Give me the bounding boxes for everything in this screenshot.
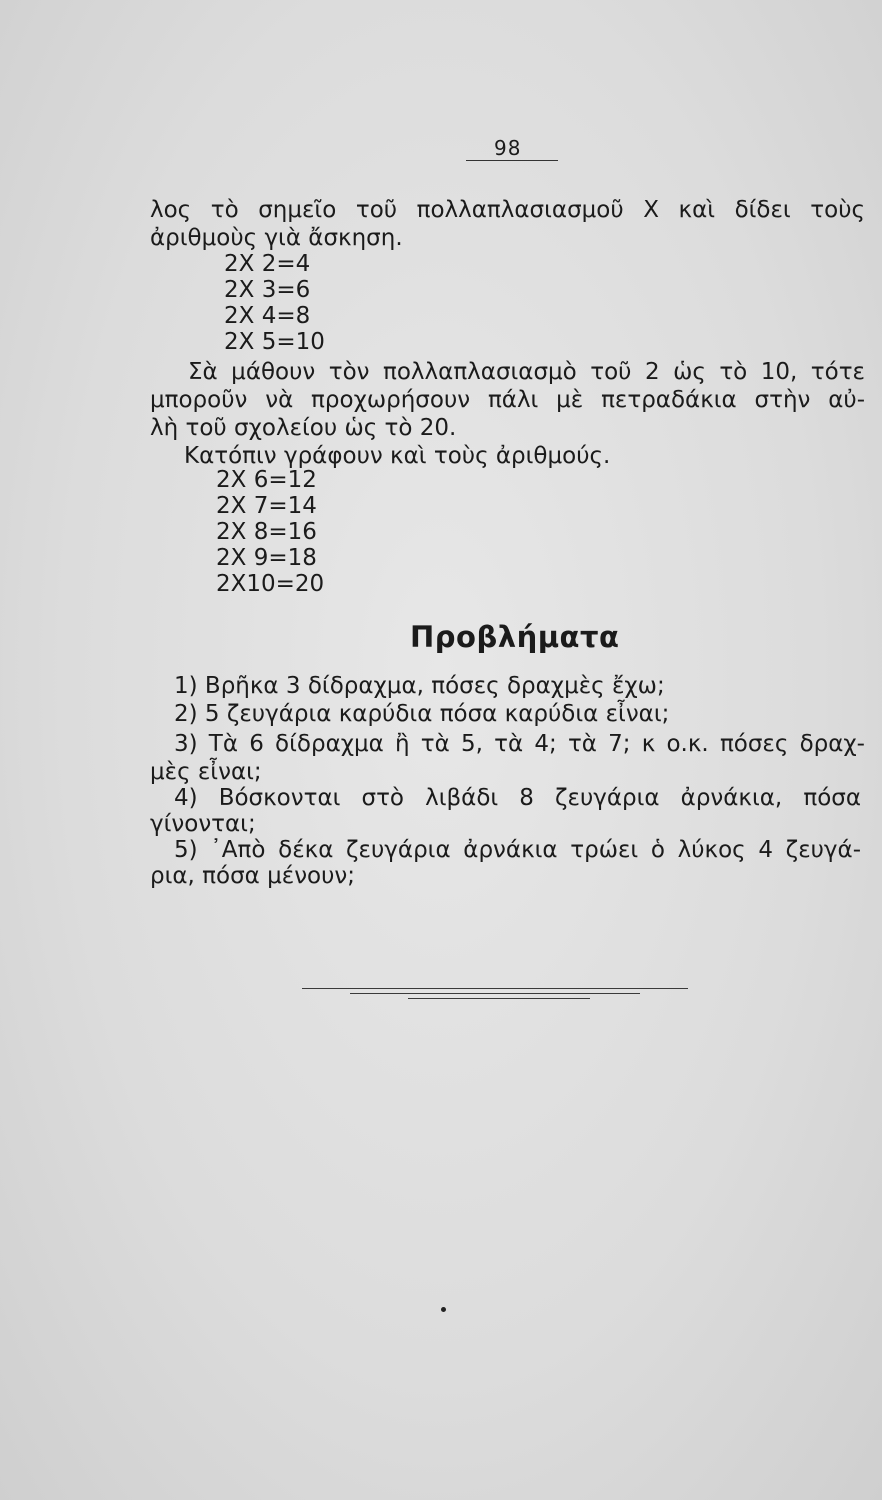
paragraph2-line-3: λὴ τοῦ σχολείου ὡς τὸ 20. bbox=[150, 415, 457, 441]
table1-row: 2X 5=10 bbox=[224, 329, 325, 355]
table1-row: 2X 4=8 bbox=[224, 303, 311, 329]
page-number-rule bbox=[466, 160, 558, 161]
table2-row: 2X 6=12 bbox=[216, 467, 317, 493]
table2-row: 2X 7=14 bbox=[216, 493, 317, 519]
end-rule-2 bbox=[350, 993, 640, 994]
problem-5-line-1: 5) ᾿Απὸ δέκα ζευγάρια ἀρνάκια τρώει ὁ λύκος 4 ζευγά- bbox=[174, 837, 861, 863]
table1-row: 2X 3=6 bbox=[224, 277, 311, 303]
problem-2: 2) 5 ζευγάρια καρύδια πόσα καρύδια εἶναι; bbox=[174, 701, 670, 727]
problem-3-line-1: 3) Τὰ 6 δίδραχμα ἢ τὰ 5, τὰ 4; τὰ 7; κ ο.κ. πόσες δραχ- bbox=[174, 731, 865, 757]
paragraph2-line-2: μποροῦν νὰ προχωρήσουν πάλι μὲ πετραδάκια στὴν αὐ- bbox=[150, 387, 865, 413]
problem-3-line-2: μὲς εἶναι; bbox=[150, 759, 262, 785]
problems-heading: Προβλήματα bbox=[410, 620, 620, 654]
table1-row: 2X 2=4 bbox=[224, 251, 311, 277]
paragraph2-line-1: Σὰ μάθουν τὸν πολλαπλασιασμὸ τοῦ 2 ὡς τὸ 10, τότε bbox=[188, 359, 865, 385]
table2-row: 2X 9=18 bbox=[216, 545, 317, 571]
ink-dot bbox=[441, 1307, 446, 1312]
end-rule-3 bbox=[408, 998, 590, 999]
problem-5-line-2: ρια, πόσα μένουν; bbox=[150, 863, 356, 889]
problem-4-line-1: 4) Βόσκονται στὸ λιβάδι 8 ζευγάρια ἀρνάκια, πόσα bbox=[174, 785, 861, 811]
table2-row: 2X 8=16 bbox=[216, 519, 317, 545]
paragraph1-line-1: λος τὸ σημεῖο τοῦ πολλαπλασιασμοῦ X καὶ δίδει τοὺς bbox=[150, 197, 865, 223]
paragraph3: Κατόπιν γράφουν καὶ τοὺς ἀριθμούς. bbox=[184, 443, 611, 469]
table2-row: 2X10=20 bbox=[216, 571, 325, 597]
problem-1: 1) Βρῆκα 3 δίδραχμα, πόσες δραχμὲς ἔχω; bbox=[174, 673, 665, 699]
end-rule-1 bbox=[302, 988, 688, 989]
problem-4-line-2: γίνονται; bbox=[150, 811, 256, 837]
paragraph1-line-2: ἀριθμοὺς γιὰ ἄσκηση. bbox=[150, 225, 403, 251]
page-number: 98 bbox=[494, 136, 522, 160]
